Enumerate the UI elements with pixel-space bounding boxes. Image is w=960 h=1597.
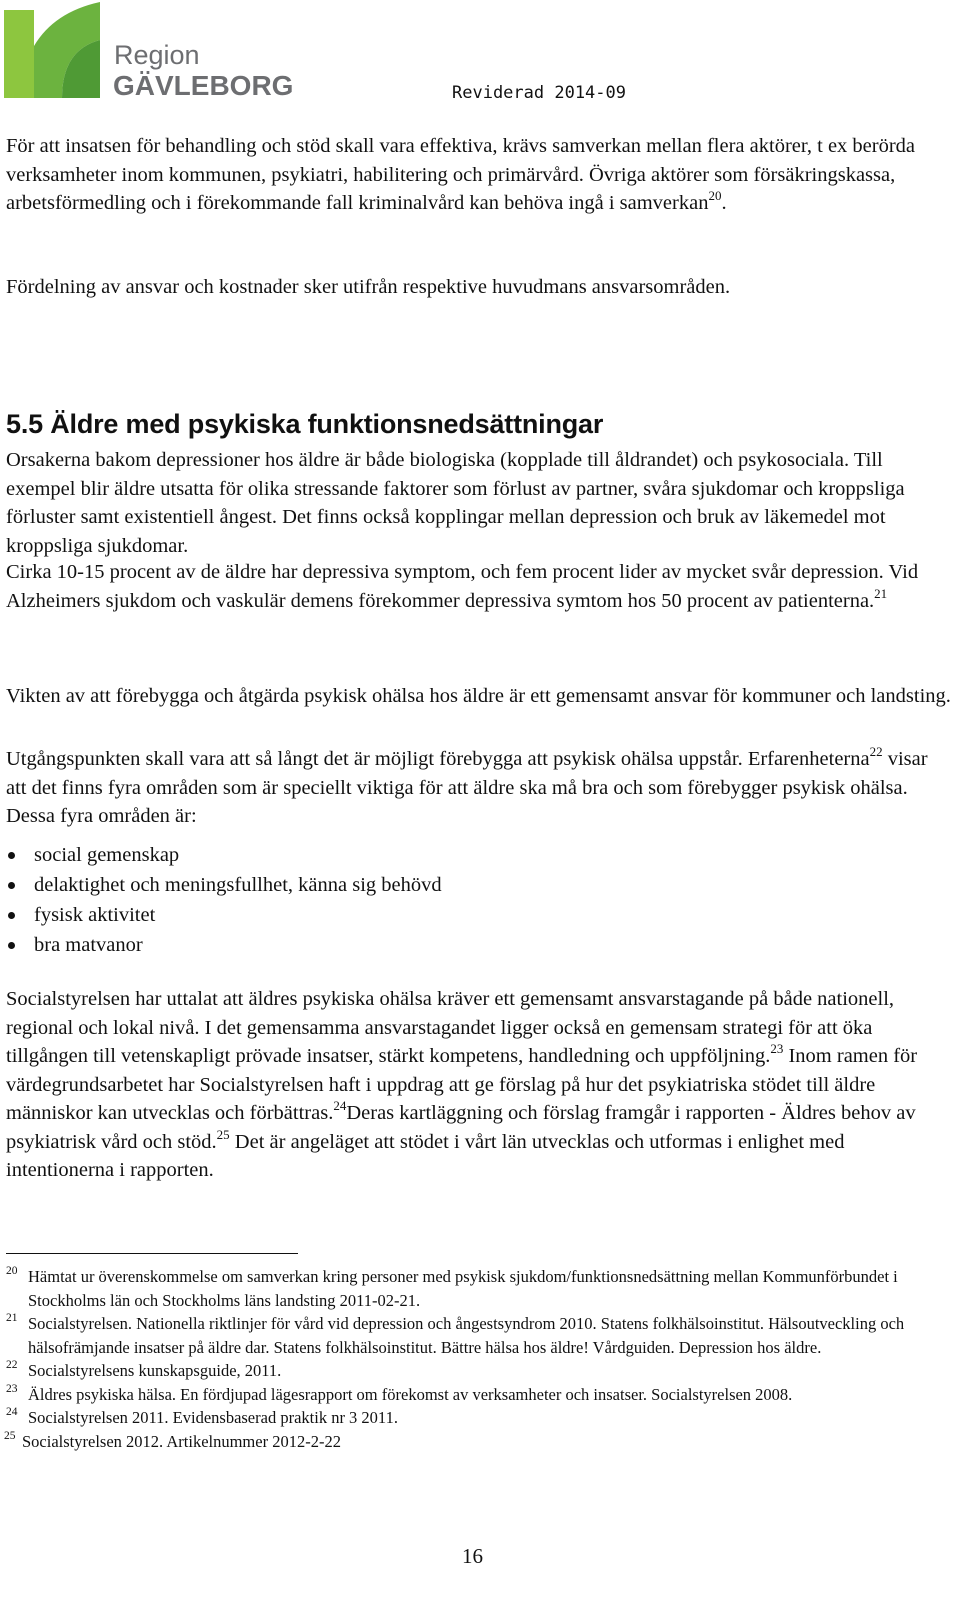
- footnote: [0, 1406, 950, 1430]
- list-item: [0, 900, 442, 930]
- region-gavleborg-logo: [4, 2, 294, 102]
- footnote-ref-22: 22: [869, 744, 883, 759]
- bullet-icon: [8, 942, 15, 949]
- footnote-text: Socialstyrelsen 2012. Artikelnummer 2012-2-22: [22, 1431, 341, 1451]
- paragraph-text: Utgångspunkten skall vara att så långt det är möjligt förebygga att psykisk ohälsa uppstår. Erfarenheterna: [6, 748, 870, 770]
- paragraph-statistics: [6, 558, 952, 615]
- paragraph-end: .: [721, 192, 727, 214]
- paragraph-text: Deras kartläggning och förslag framgår i rapporten - Äldres behov av psykiatrisk vård och stöd.: [6, 1102, 916, 1153]
- footnote-number: 20: [6, 1265, 18, 1277]
- footnote-ref-24: 24: [333, 1098, 347, 1113]
- footnote-number: 21: [6, 1312, 18, 1324]
- logo-text-region: Region: [114, 40, 200, 70]
- paragraph-text: För att insatsen för behandling och stöd skall vara effektiva, krävs samverkan mellan flera aktörer, t ex berörda verksamheter inom kommunen, psykiatri, habilitering och primärvård. Övriga aktörer som försäkringskassa, arbetsförmedling och i förekommande fall kriminalvård kan behöva ingå i samverkan: [6, 135, 916, 214]
- paragraph-causes: Orsakerna bakom depressioner hos äldre är både biologiska (kopplade till åldrandet) och psykosociala. Till exempel blir äldre utsatta för olika stressande faktorer som förlust av partner, svåra sjukdomar och kroppsliga förluster samt existentiell ångest. Det finns också kopplingar mellan depression och bruk av läkemedel mot kroppsliga sjukdomar.: [6, 449, 905, 557]
- footnote-number: 25: [4, 1429, 16, 1442]
- list-item-text: fysisk aktivitet: [34, 904, 156, 926]
- footnote-ref-25: 25: [216, 1126, 230, 1142]
- revision-date: Reviderad 2014-09: [452, 83, 626, 103]
- footnotes: [0, 1265, 950, 1453]
- bullet-icon: [8, 882, 15, 889]
- paragraph-prevention: Vikten av att förebygga och åtgärda psykisk ohälsa hos äldre är ett gemensamt ansvar för kommuner och landsting.: [6, 685, 951, 707]
- footnote-text: Hämtat ur överenskommelse om samverkan kring personer med psykisk sjukdom/funktionsnedsättning mellan Kommunförbundet i Stockholms län och Stockholms läns landsting 2011-02-21.: [28, 1267, 898, 1310]
- list-item: [0, 840, 442, 870]
- paragraph-text: Inom ramen för värdegrundsarbetet har Socialstyrelsen haft i uppdrag att ge förslag på hur det psykiatriska stödet till äldre människor kan utvecklas och förbättras.: [6, 1045, 918, 1124]
- footnote-text: Socialstyrelsens kunskapsguide, 2011.: [28, 1361, 282, 1380]
- bullet-list: [0, 840, 442, 960]
- paragraph-socialstyrelsen: [6, 985, 952, 1185]
- list-item-text: social gemenskap: [34, 844, 180, 866]
- footnote-ref-23: 23: [770, 1041, 784, 1056]
- bullet-icon: [8, 912, 15, 919]
- list-item-text: delaktighet och meningsfullhet, känna sig behövd: [34, 874, 442, 896]
- footnote-text: Socialstyrelsen 2011. Evidensbaserad praktik nr 3 2011.: [28, 1408, 398, 1427]
- footnote-text: Äldres psykiska hälsa. En fördjupad lägesrapport om förekomst av verksamheter och insatser. Socialstyrelsen 2008.: [28, 1384, 793, 1404]
- bullet-icon: [8, 852, 15, 859]
- list-item: [0, 930, 442, 960]
- footnote-number: 24: [6, 1406, 18, 1418]
- section-heading: 5.5 Äldre med psykiska funktionsnedsättningar: [6, 409, 604, 439]
- footnote-number: 22: [6, 1359, 18, 1371]
- paragraph-text: Det är angeläget att stödet i vårt län utvecklas och utformas i enlighet med intentionerna i rapporten.: [6, 1130, 845, 1181]
- paragraph-responsibility: Fördelning av ansvar och kostnader sker utifrån respektive huvudmans ansvarsområden.: [6, 276, 731, 298]
- logo-leaf-left: [4, 10, 34, 98]
- paragraph-text: Cirka 10-15 procent av de äldre har depressiva symptom, och fem procent lider av mycket svår depression. Vid Alzheimers sjukdom och vaskulär demens förekommer depressiva symtom hos 50 procent av patienterna.: [6, 561, 919, 612]
- page-number: 16: [462, 1544, 483, 1568]
- footnote-separator: [6, 1253, 298, 1254]
- footnote: [0, 1383, 950, 1407]
- footnote: [0, 1265, 950, 1312]
- footnote-number: 23: [6, 1382, 18, 1395]
- logo-text-gavleborg: GÄVLEBORG: [113, 70, 294, 101]
- paragraph-starting-point: [6, 745, 952, 831]
- footnote: [0, 1312, 950, 1359]
- list-item-text: bra matvanor: [34, 934, 143, 956]
- footnote: [0, 1359, 950, 1383]
- paragraph-text: Socialstyrelsen har uttalat att äldres psykiska ohälsa kräver ett gemensamt ansvarstagande på både nationell, regional och lokal nivå. I det gemensamma ansvarstagandet ligger också en gemensam strategi för att öka tillgången till vetenskapligt prövade insatser, stärkt kompetens, handledning och uppföljning.: [6, 988, 895, 1067]
- footnote-ref-20: 20: [708, 188, 722, 203]
- paragraph-collaboration: [6, 132, 952, 218]
- footnote-ref-21: 21: [874, 585, 888, 601]
- list-item: [0, 870, 442, 900]
- footnote-text: Socialstyrelsen. Nationella riktlinjer för vård vid depression och ångestsyndrom 2010. Statens folkhälsoinstitut. Hälsoutveckling och hälsofrämjande insatser på äldre dar. Statens folkhälsoinstitut. Bättre hälsa hos äldre! Vårdguiden. Depression hos äldre.: [28, 1314, 905, 1357]
- footnote: [0, 1430, 950, 1454]
- paragraph-text: visar att det finns fyra områden som är speciellt viktiga för att äldre ska må bra och som förebygger psykisk ohälsa. Dessa fyra områden är:: [6, 748, 928, 827]
